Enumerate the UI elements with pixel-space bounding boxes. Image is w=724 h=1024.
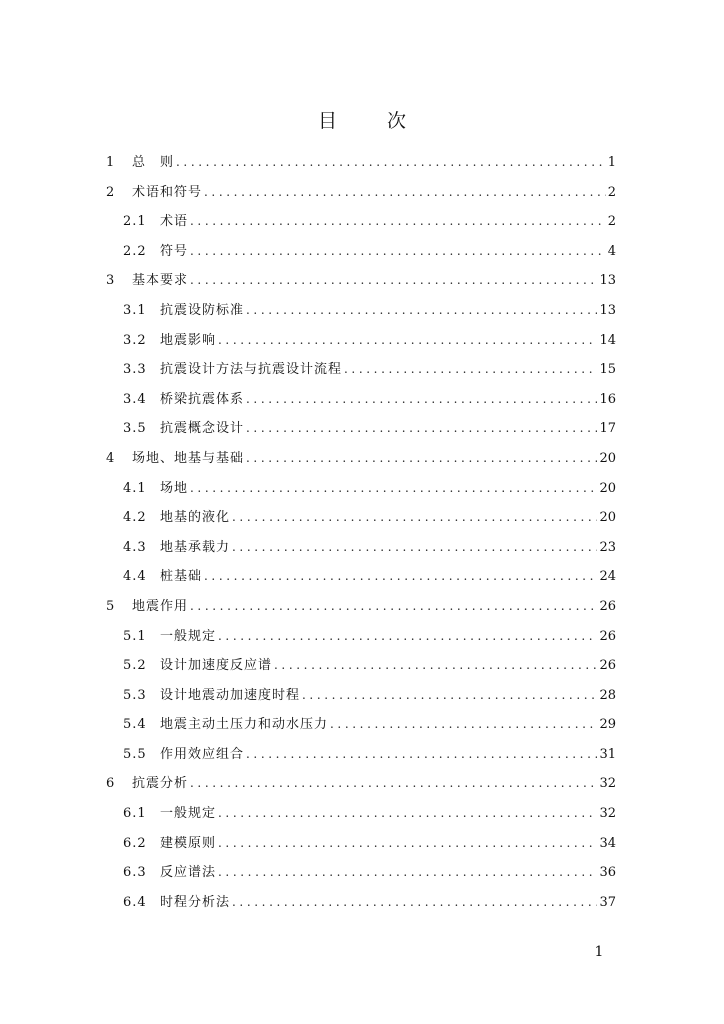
dot-leader: [330, 710, 597, 740]
toc-entry-page: 29: [599, 717, 616, 733]
toc-entry-page: 23: [599, 539, 616, 555]
dot-leader: [218, 622, 597, 652]
dot-leader: [190, 237, 606, 267]
dot-leader: [218, 829, 597, 859]
toc-entry-number: 5.1: [123, 628, 147, 644]
dot-leader: [302, 681, 597, 711]
toc-entry-page: 26: [599, 628, 616, 644]
toc-entry-page: 26: [599, 598, 616, 614]
toc-entry[interactable]: [106, 533, 616, 563]
toc-entry-title: 抗震概念设计: [160, 421, 245, 437]
toc-entry-title: 一般规定: [160, 806, 217, 822]
toc-entry[interactable]: [106, 178, 616, 208]
dot-leader: [232, 533, 597, 563]
toc-entry-number: 4.4: [123, 569, 147, 585]
dot-leader: [246, 296, 597, 326]
toc-entry[interactable]: [106, 562, 616, 592]
dot-leader: [246, 414, 597, 444]
toc-entry-page: 36: [599, 865, 616, 881]
dot-leader: [190, 207, 606, 237]
dot-leader: [190, 474, 597, 504]
toc-entry-page: 2: [607, 184, 616, 200]
toc-entry[interactable]: [106, 385, 616, 415]
toc-entry-number: 3.3: [123, 362, 147, 378]
toc-entry-title: 地震影响: [160, 332, 217, 348]
dot-leader: [246, 740, 597, 770]
toc-entry[interactable]: [106, 592, 616, 622]
dot-leader: [176, 148, 606, 178]
toc-entry-title: 总 则: [132, 155, 175, 170]
toc-entry-page: 13: [599, 273, 616, 289]
dot-leader: [190, 592, 597, 622]
toc-entry[interactable]: [106, 740, 616, 770]
toc-entry-number: 4.2: [123, 510, 147, 526]
toc-entry-page: 34: [599, 835, 616, 851]
toc-entry-title: 场地: [160, 480, 189, 496]
toc-entry-page: 2: [607, 214, 616, 230]
toc-entry-number: 3.1: [123, 302, 147, 318]
toc-entry[interactable]: [106, 799, 616, 829]
dot-leader: [190, 266, 597, 296]
toc-entry-number: 2: [106, 184, 115, 200]
page-number: 1: [594, 944, 604, 960]
toc-entry[interactable]: [106, 414, 616, 444]
toc-entry-title: 地震作用: [132, 598, 189, 614]
toc-entry-page: 24: [599, 569, 616, 585]
toc-entry-number: 3.4: [123, 391, 147, 407]
toc-entry-number: 1: [106, 155, 115, 170]
toc-entry-number: 6.3: [123, 865, 147, 881]
toc-entry-title: 作用效应组合: [160, 746, 245, 762]
toc-entry-title: 地基承载力: [160, 539, 231, 555]
toc-entry-page: 32: [599, 776, 616, 792]
toc-entry[interactable]: [106, 888, 616, 918]
toc-entry-title: 时程分析法: [160, 894, 231, 910]
toc-entry-number: 5.4: [123, 717, 147, 733]
toc-entry-number: 3.2: [123, 332, 147, 348]
toc-entry-title: 反应谱法: [160, 865, 217, 881]
toc-entry-title: 设计加速度反应谱: [160, 658, 273, 674]
toc-entry-title: 设计地震动加速度时程: [160, 687, 301, 703]
toc-entry[interactable]: [106, 207, 616, 237]
toc-entry-title: 术语和符号: [132, 184, 203, 200]
toc-entry-number: 4.3: [123, 539, 147, 555]
toc-entry-title: 场地、地基与基础: [132, 450, 245, 466]
toc-entry-page: 4: [607, 243, 616, 259]
toc-entry-number: 2.2: [123, 243, 147, 259]
page-title: 目 次: [317, 110, 429, 132]
toc-entry-page: 28: [599, 687, 616, 703]
toc-entry-number: 6.2: [123, 835, 147, 851]
toc-entry-page: 31: [599, 746, 616, 762]
dot-leader: [344, 355, 597, 385]
toc-entry[interactable]: [106, 503, 616, 533]
toc-entry[interactable]: [106, 237, 616, 267]
toc-entry-page: 16: [599, 391, 616, 407]
toc-entry-title: 桥梁抗震体系: [160, 391, 245, 407]
toc-entry-number: 4.1: [123, 480, 147, 496]
toc-entry[interactable]: [106, 444, 616, 474]
toc-entry[interactable]: [106, 266, 616, 296]
toc-entry[interactable]: [106, 651, 616, 681]
toc-entry[interactable]: [106, 148, 616, 178]
table-of-contents: [106, 148, 616, 917]
toc-entry-number: 5.5: [123, 746, 147, 762]
toc-entry[interactable]: [106, 710, 616, 740]
dot-leader: [204, 562, 597, 592]
toc-entry-title: 符号: [160, 243, 189, 259]
toc-entry-page: 20: [599, 450, 616, 466]
toc-entry[interactable]: [106, 326, 616, 356]
toc-entry-title: 建模原则: [160, 835, 217, 851]
toc-entry-title: 基本要求: [132, 273, 189, 289]
dot-leader: [190, 769, 597, 799]
toc-entry-page: 26: [599, 658, 616, 674]
toc-entry-page: 14: [599, 332, 616, 348]
toc-entry-number: 4: [106, 450, 115, 466]
toc-entry-page: 17: [599, 421, 616, 437]
toc-entry-page: 15: [599, 362, 616, 378]
toc-entry[interactable]: [106, 355, 616, 385]
toc-entry-title: 一般规定: [160, 628, 217, 644]
toc-entry-number: 6.4: [123, 894, 147, 910]
dot-leader: [218, 326, 597, 356]
toc-entry-number: 5.3: [123, 687, 147, 703]
toc-entry-number: 5: [106, 598, 115, 614]
toc-entry-number: 5.2: [123, 658, 147, 674]
dot-leader: [232, 888, 597, 918]
toc-entry-title: 抗震分析: [132, 776, 189, 792]
toc-entry[interactable]: [106, 622, 616, 652]
toc-entry-title: 地震主动土压力和动水压力: [160, 717, 329, 733]
toc-entry-page: 32: [599, 806, 616, 822]
toc-entry-page: 1: [607, 155, 616, 170]
toc-entry-number: 6.1: [123, 806, 147, 822]
toc-entry-page: 37: [599, 894, 616, 910]
toc-entry-title: 抗震设防标准: [160, 302, 245, 318]
toc-entry-page: 13: [599, 302, 616, 318]
dot-leader: [218, 799, 597, 829]
toc-entry[interactable]: [106, 296, 616, 326]
toc-entry-title: 地基的液化: [160, 510, 231, 526]
toc-entry-title: 抗震设计方法与抗震设计流程: [160, 362, 343, 378]
toc-entry-title: 桩基础: [160, 569, 203, 585]
toc-entry[interactable]: [106, 474, 616, 504]
toc-entry-number: 3.5: [123, 421, 147, 437]
toc-entry-number: 2.1: [123, 214, 147, 230]
toc-entry-number: 6: [106, 776, 115, 792]
dot-leader: [246, 385, 597, 415]
toc-entry-page: 20: [599, 510, 616, 526]
toc-entry[interactable]: [106, 858, 616, 888]
toc-entry[interactable]: [106, 681, 616, 711]
toc-entry[interactable]: [106, 769, 616, 799]
toc-entry[interactable]: [106, 829, 616, 859]
dot-leader: [232, 503, 597, 533]
dot-leader: [218, 858, 597, 888]
dot-leader: [204, 178, 606, 208]
toc-entry-title: 术语: [160, 214, 189, 230]
dot-leader: [246, 444, 597, 474]
toc-entry-number: 3: [106, 273, 115, 289]
dot-leader: [274, 651, 597, 681]
toc-entry-page: 20: [599, 480, 616, 496]
